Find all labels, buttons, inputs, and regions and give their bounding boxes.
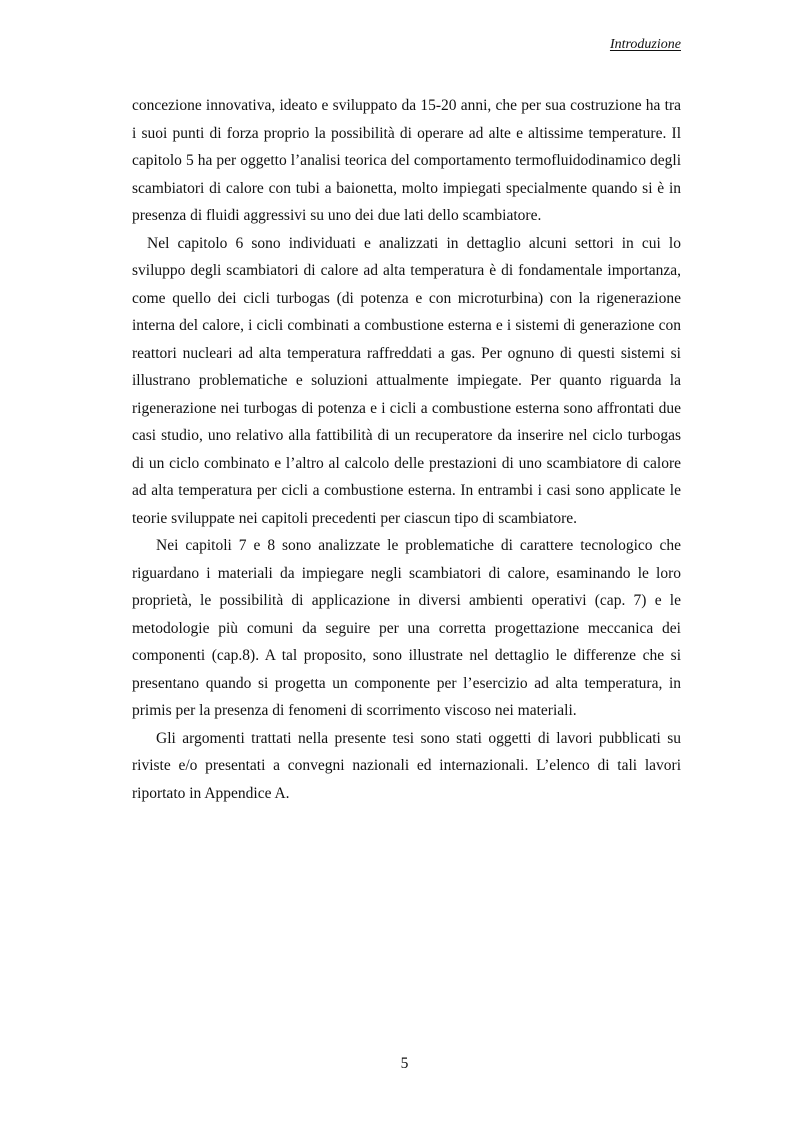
body-text: [132, 92, 681, 807]
paragraph-chapter-6: Nel capitolo 6 sono individuati e analizzati in dettaglio alcuni settori in cui lo sviluppo degli scambiatori di calore ad alta temperatura è di fondamentale importanza, come quello dei cicli turbogas (di potenza e con microturbina) con la rigenerazione interna del calore, i cicli combinati a combustione esterna e i sistemi di generazione con reattori nucleari ad alta temperatura raffreddati a gas. Per ognuno di questi sistemi si illustrano problematiche e soluzioni attualmente impiegate. Per quanto riguarda la rigenerazione nei turbogas di potenza e i cicli a combustione esterna sono affrontati due casi studio, uno relativo alla fattibilità di un recuperatore da inserire nel ciclo turbogas di un ciclo combinato e l’altro al calcolo delle prestazioni di uno scambiatore di calore ad alta temperatura per cicli a combustione esterna. In entrambi i casi sono applicate le teorie sviluppate nei capitoli precedenti per ciascun tipo di scambiatore.: [132, 234, 681, 527]
paragraph-publications: Gli argomenti trattati nella presente tesi sono stati oggetti di lavori pubblicati su riviste e/o presentati a convegni nazionali ed internazionali. L’elenco di tali lavori riportato in Appendice A.: [132, 729, 681, 802]
running-header: Introduzione: [609, 37, 681, 52]
paragraph-chapters-7-8: Nei capitoli 7 e 8 sono analizzate le problematiche di carattere tecnologico che riguardano i materiali da impiegare negli scambiatori di calore, esaminando le loro proprietà, le possibilità di applicazione in diversi ambienti operativi (cap. 7) e le metodologie più comuni da seguire per una corretta progettazione meccanica dei componenti (cap.8). A tal proposito, sono illustrate nel dettaglio le differenze che si presentano quando si progetta un componente per l’esercizio ad alta temperatura, in primis per la presenza di fenomeni di scorrimento viscoso nei materiali.: [132, 537, 681, 719]
page-number: 5: [400, 1055, 409, 1072]
paragraph-continuation: concezione innovativa, ideato e sviluppato da 15-20 anni, che per sua costruzione ha tra i suoi punti di forza proprio la possibilità di operare ad alte e altissime temperature. Il capitolo 5 ha per oggetto l’analisi teorica del comportamento termofluidodinamico degli scambiatori di calore con tubi a baionetta, molto impiegati specialmente quando si è in presenza di fluidi aggressivi su uno dei due lati dello scambiatore.: [132, 97, 681, 224]
